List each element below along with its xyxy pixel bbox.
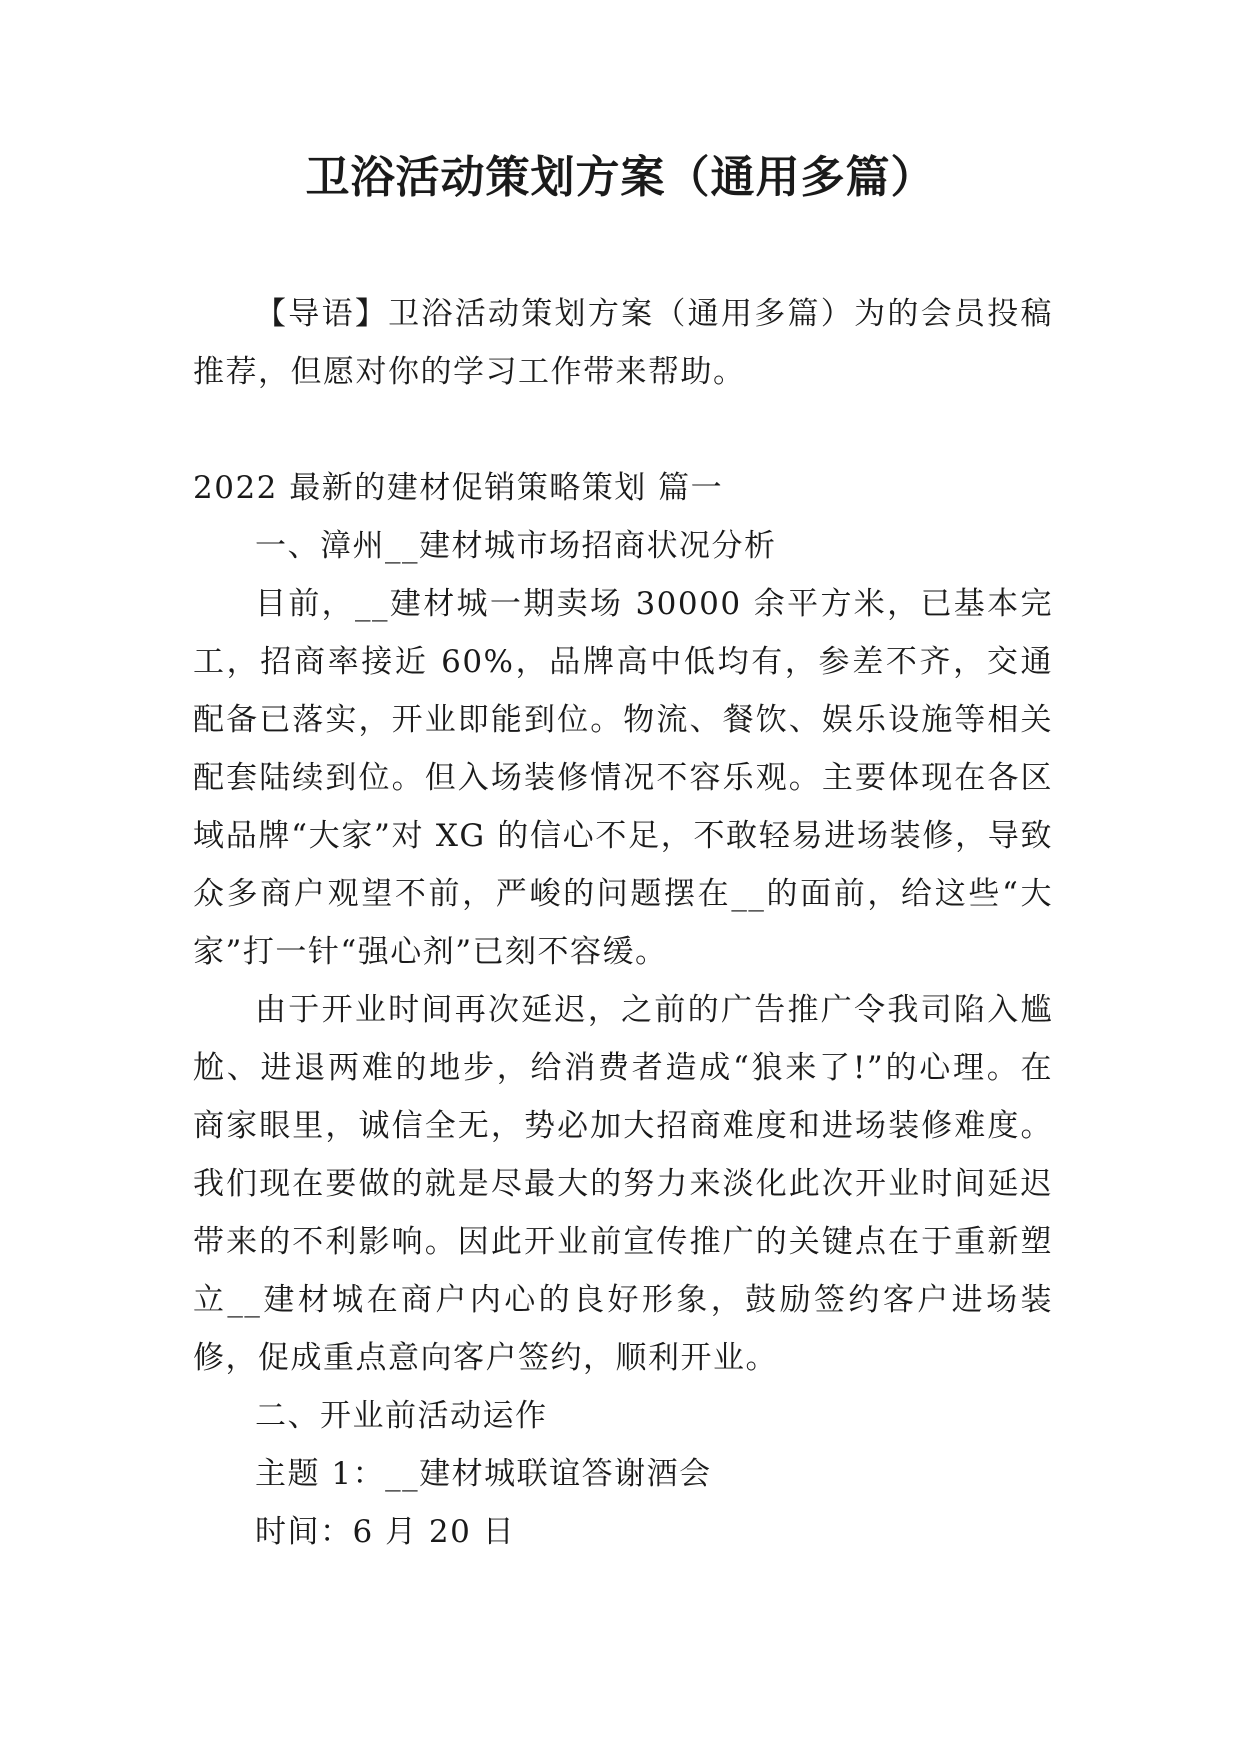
theme-line: 主题 1：__建材城联谊答谢酒会 — [255, 1456, 712, 1492]
body-paragraph: 由于开业时间再次延迟，之前的广告推广令我司陷入尴尬、进退两难的地步，给消费者造成“狼来了!”的心理。在商家眼里，诚信全无，势必加大招商难度和进场装修难度。我们现在要做的就是尽最大的努力来淡化此次开业时间延迟带来的不利影响。因此开业前宣传推广的关键点在于重新塑立__建材城在商户内心的良好形象，鼓励签约客户进场装修，促成重点意向客户签约，顺利开业。 — [193, 992, 1053, 1376]
subheading-pre-opening: 二、开业前活动运作 — [255, 1398, 548, 1434]
subheading-market-analysis: 一、漳州__建材城市场招商状况分析 — [255, 528, 777, 564]
body-paragraph: 目前，__建材城一期卖场 30000 余平方米，已基本完工，招商率接近 60%，品牌高中低均有，参差不齐，交通配备已落实，开业即能到位。物流、餐饮、娱乐设施等相关配套陆续到位。但入场装修情况不容乐观。主要体现在各区域品牌“大家”对 XG 的信心不足，不敢轻易进场装修，导致众多商户观望不前，严峻的问题摆在__的面前，给这些“大家”打一针“强心剂”已刻不容缓。 — [193, 586, 1053, 970]
document-title: 卫浴活动策划方案（通用多篇） — [305, 152, 936, 203]
time-line: 时间：6 月 20 日 — [255, 1514, 516, 1550]
section-heading: 2022 最新的建材促销策略策划 篇一 — [193, 470, 724, 506]
spacer — [193, 401, 1053, 459]
intro-paragraph: 【导语】卫浴活动策划方案（通用多篇）为的会员投稿推荐，但愿对你的学习工作带来帮助。 — [193, 296, 1053, 390]
document-body — [193, 285, 1053, 1561]
